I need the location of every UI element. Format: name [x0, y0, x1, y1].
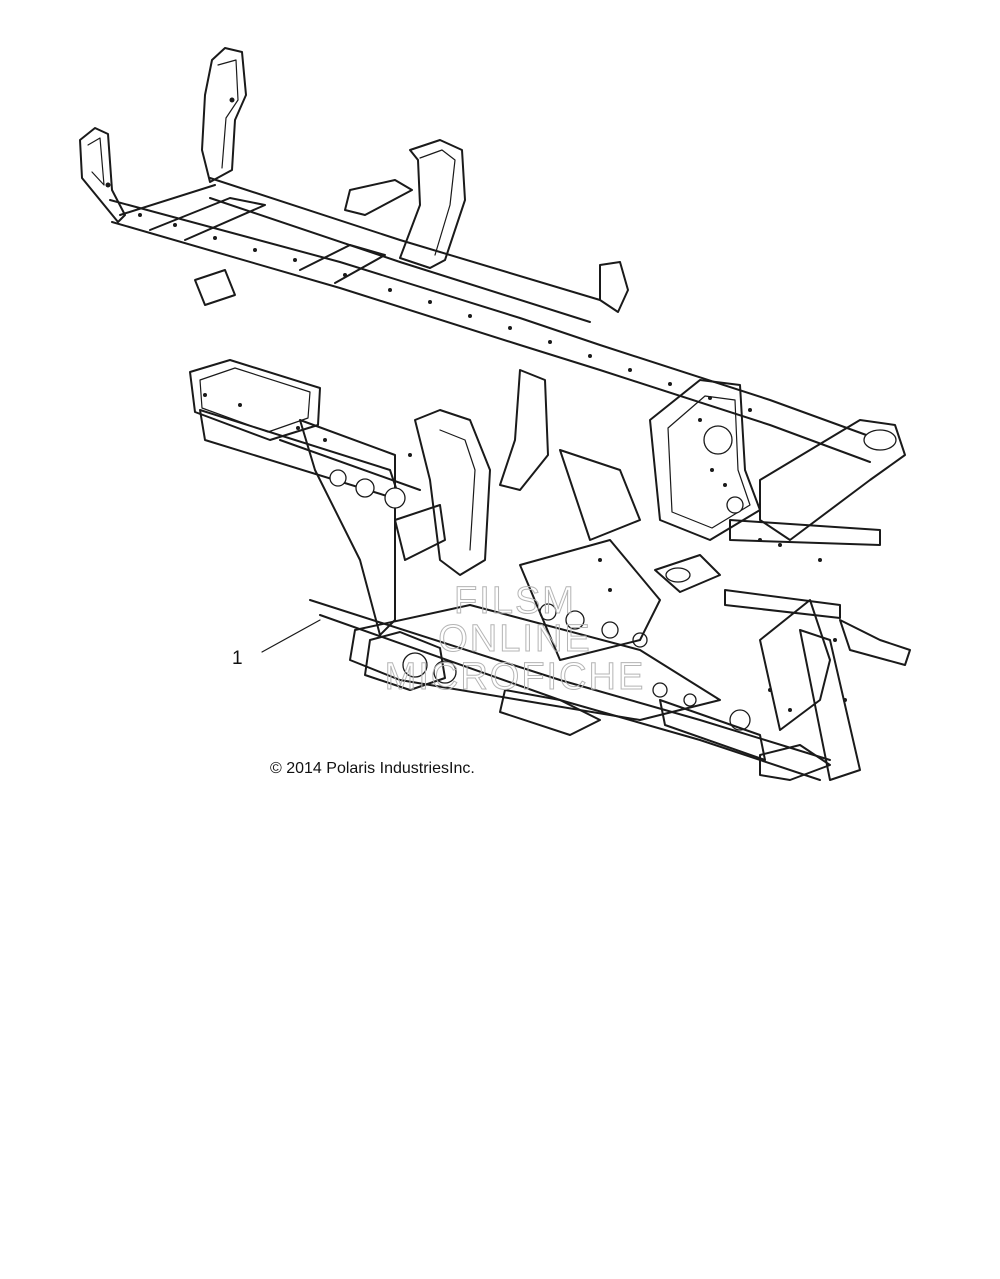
callout-number: 1	[232, 648, 243, 669]
upper-frame-rails	[80, 48, 880, 462]
watermark-line-2: ONLINE	[438, 618, 592, 660]
copyright-text: © 2014 Polaris IndustriesInc.	[270, 760, 475, 777]
lower-chassis	[190, 360, 910, 780]
callout-leader-line	[262, 620, 320, 652]
watermark-line-3: MICROFICHE	[384, 656, 646, 698]
watermark	[360, 582, 670, 696]
watermark-line-1: FILSM	[454, 580, 576, 622]
front-pillar	[395, 370, 548, 575]
